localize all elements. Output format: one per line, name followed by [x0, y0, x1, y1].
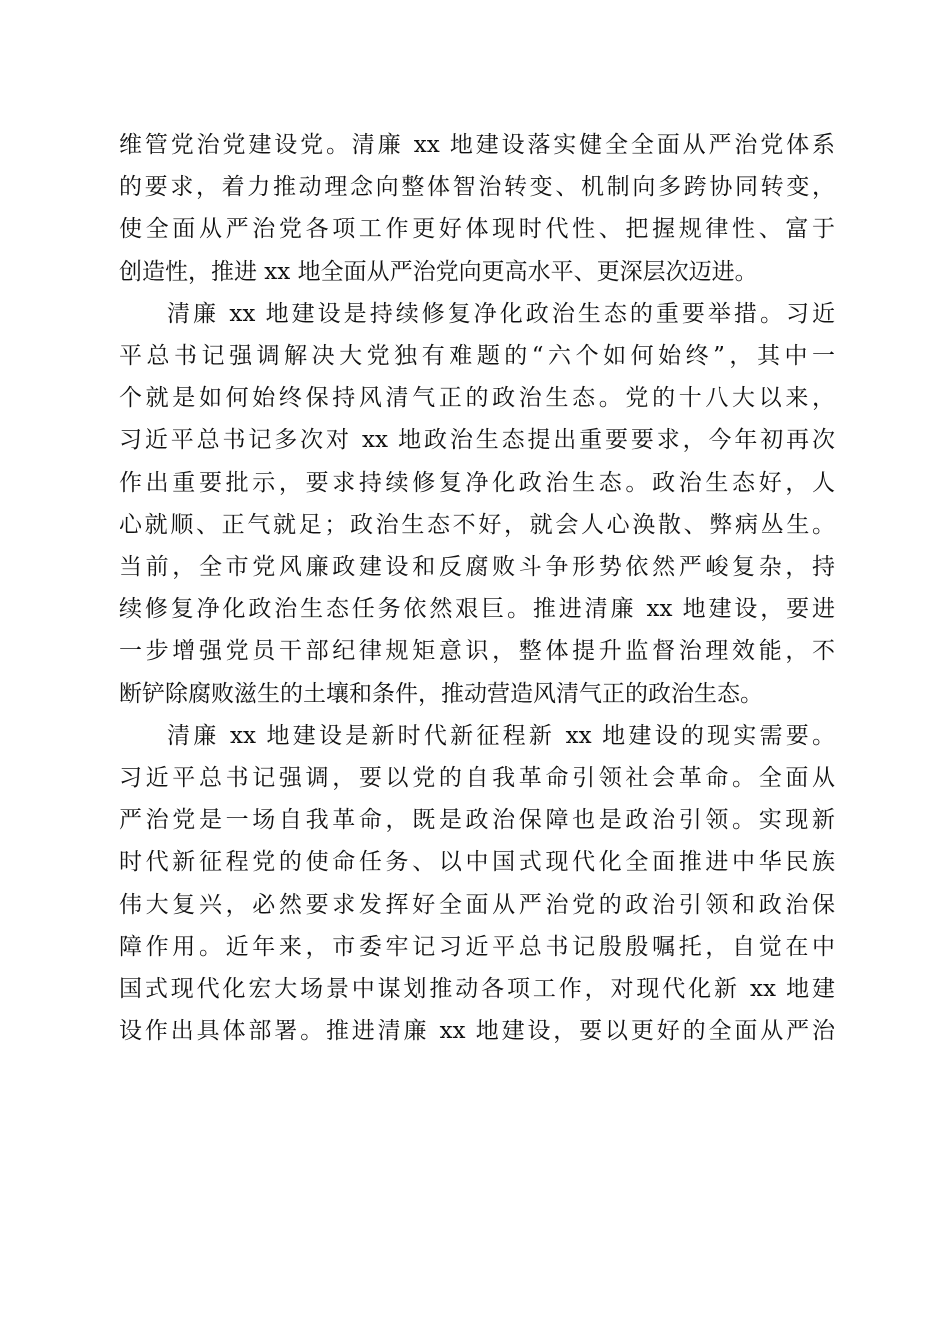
- text-line: 当前，全市党风廉政建设和反腐败斗争形势依然严峻复杂，持: [119, 554, 835, 581]
- text-line: 设作出具体部署。推进清廉 xx 地建设，要以更好的全面从严治: [119, 1018, 835, 1045]
- text-line: 断铲除腐败滋生的土壤和条件，推动营造风清气正的政治生态。: [119, 680, 763, 707]
- text-line: 时代新征程党的使命任务、以中国式现代化全面推进中华民族: [119, 849, 835, 876]
- paragraph-2: [119, 293, 835, 715]
- text-line: 作出重要批示，要求持续修复净化政治生态。政治生态好，人: [119, 469, 835, 496]
- text-line: 障作用。近年来，市委牢记习近平总书记殷殷嘱托，自觉在中: [119, 933, 835, 960]
- text-line: 个就是如何始终保持风清气正的政治生态。党的十八大以来，: [119, 385, 835, 412]
- text-line: 严治党是一场自我革命，既是政治保障也是政治引领。实现新: [119, 807, 835, 834]
- text-line: 清廉 xx 地建设是新时代新征程新 xx 地建设的现实需要。: [167, 722, 835, 749]
- text-line: 平总书记强调解决大党独有难题的“六个如何始终”，其中一: [119, 343, 835, 370]
- text-line: 习近平总书记强调，要以党的自我革命引领社会革命。全面从: [119, 765, 835, 792]
- paragraph-1: [119, 124, 835, 293]
- text-line: 心就顺、正气就足；政治生态不好，就会人心涣散、弊病丛生。: [119, 511, 835, 538]
- text-line: 伟大复兴，必然要求发挥好全面从严治党的政治引领和政治保: [119, 891, 835, 918]
- paragraph-3: [119, 715, 835, 1053]
- document-body: [119, 124, 835, 1052]
- text-line: 维管党治党建设党。清廉 xx 地建设落实健全全面从严治党体系: [119, 132, 835, 158]
- text-line: 使全面从严治党各项工作更好体现时代性、把握规律性、富于: [119, 216, 835, 243]
- text-line: 清廉 xx 地建设是持续修复净化政治生态的重要举措。习近: [167, 300, 835, 327]
- text-line: 习近平总书记多次对 xx 地政治生态提出重要要求，今年初再次: [119, 427, 835, 454]
- text-line: 创造性，推进 xx 地全面从严治党向更高水平、更深层次迈进。: [119, 258, 758, 285]
- text-line: 国式现代化宏大场景中谋划推动各项工作，对现代化新 xx 地建: [119, 976, 835, 1003]
- text-line: 的要求，着力推动理念向整体智治转变、机制向多跨协同转变，: [119, 174, 835, 201]
- text-line: 续修复净化政治生态任务依然艰巨。推进清廉 xx 地建设，要进: [119, 596, 835, 623]
- text-line: 一步增强党员干部纪律规矩意识，整体提升监督治理效能，不: [119, 638, 835, 665]
